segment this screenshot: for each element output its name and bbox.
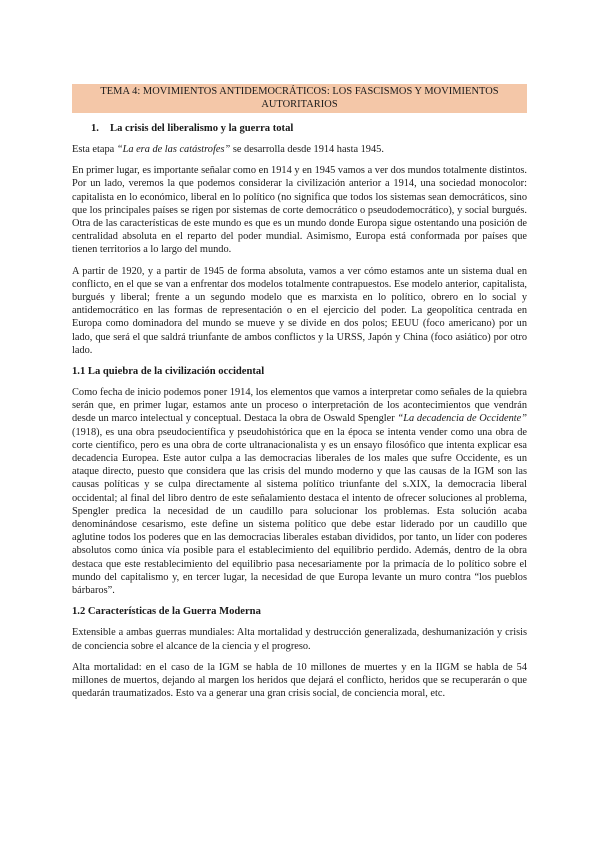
paragraph-primer-lugar: En primer lugar, es importante señalar como en 1914 y en 1945 vamos a ver dos mundos totalmente distintos. Por un lado, veremos la que podemos considerar la civilización anterior a 1914, una sociedad monocolor: capitalista en lo económico, liberal en lo político (no significa que todos los sistemas sean democráticos, sino que los principales países se rigen por sistemas de corte democrático o pseudodemocrático), y social burgués. Otra de las características de este mundo es que es un mundo donde Europa sigue ostentando una posición de centralidad absoluta en el reparto del poder mundial. Asimismo, Europa está conformada por países que tienen territorios a lo largo del mundo.	[72, 165, 527, 256]
section-1-1-heading: 1.1 La quiebra de la civilización occidental	[72, 366, 265, 378]
paragraph-extensible: Extensible a ambas guerras mundiales: Alta mortalidad y destrucción generalizada, deshumanización y crisis de conciencia sobre el alcance de la ciencia y el progreso.	[72, 627, 527, 652]
paragraph-quiebra	[72, 386, 527, 597]
quiebra-part1: Como fecha de inicio podemos poner 1914, los elementos que vamos a interpretar como señales de la quiebra serán que, en primer lugar, estamos ante un proceso o interpretación de los acontecimientos que vendrán desde un marco intelectual y conceptual. Destaca la obra de Oswald Spengler	[72, 387, 527, 425]
section-1-2-heading: 1.2 Características de la Guerra Moderna	[72, 606, 261, 618]
intro-quote: “La era de las catástrofes”	[116, 144, 231, 155]
section-1-heading	[91, 122, 527, 135]
intro-pre: Esta etapa	[72, 144, 117, 155]
paragraph-mortalidad: Alta mortalidad: en el caso de la IGM se habla de 10 millones de muertes y en la IIGM se habla de 54 millones de muertos, dejando al margen los heridos que dejará el conflicto, heridos que se recuperarán o que quedarán traumatizados. Esto va a generar una gran crisis social, de conciencia moral, etc.	[72, 661, 527, 700]
section-1-title: La crisis del liberalismo y la guerra total	[110, 123, 294, 134]
intro-post: se desarrolla desde 1914 hasta 1945.	[230, 144, 384, 155]
section-1-number: 1.	[91, 123, 99, 134]
topic-title-banner: TEMA 4: MOVIMIENTOS ANTIDEMOCRÁTICOS: LOS FASCISMOS Y MOVIMIENTOS AUTORITARIOS	[72, 84, 527, 113]
paragraph-1920: A partir de 1920, y a partir de 1945 de forma absoluta, vamos a ver cómo estamos ante un sistema dual en conflicto, en el que se van a enfrentar dos modelos totalmente contrapuestos. Ese modelo anterior, capitalista, burgués y liberal; frente a un segundo modelo que es marxista en lo político, obrero en lo social y antidemocrático en las formas de representación o en el ejercicio del poder. La geopolítica centrada en Europa como dominadora del mundo se mueve y se divide en dos polos; EEUU (foco americano) por un lado, que será el que saldrá triunfante de ambos conflictos y la URSS, Japón y China (foco asiático) por otro lado.	[72, 265, 527, 356]
quiebra-quote: “La decadencia de Occidente”	[397, 413, 527, 425]
intro-paragraph	[72, 143, 527, 156]
quiebra-part2: (1918), es una obra pseudocientífica y pseudohistórica que en la época se intenta vender como una obra de corte científico, pero es una obra de corte ultranacionalista y es un ensayo filosófico que intenta explicar esa decadencia Europea. Este autor culpa a las democracias liberales de los males que sufre Occidente, es un ataque directo, puesto que considera que las crisis del mundo moderno y que las causas de la IGM son las causas políticas y se culpa directamente al sistema político triunfante del s.XIX, la democracia liberal occidental; al final del libro dentro de este señalamiento destaca el intento de ofrecer soluciones al problema, Spengler predica la necesidad de un caudillo para solucionar los problemas. Esta solución acaba denominándose cesarismo, este define un sistema político que debe estar liderado por un caudillo que aglutine todos los poderes que en las democracias liberales estaban divididos, por tanto, un líder con poderes absolutos como única vía posible para el establecimiento del equilibrio perdido. Además, dentro de la obra destaca que este restablecimiento del equilibrio pasa necesariamente por la primacía de lo político sobre el mundo del capitalismo y, en tercer lugar, la necesidad de que Europa levante un muro contra “los pueblos bárbaros”.	[72, 426, 527, 597]
